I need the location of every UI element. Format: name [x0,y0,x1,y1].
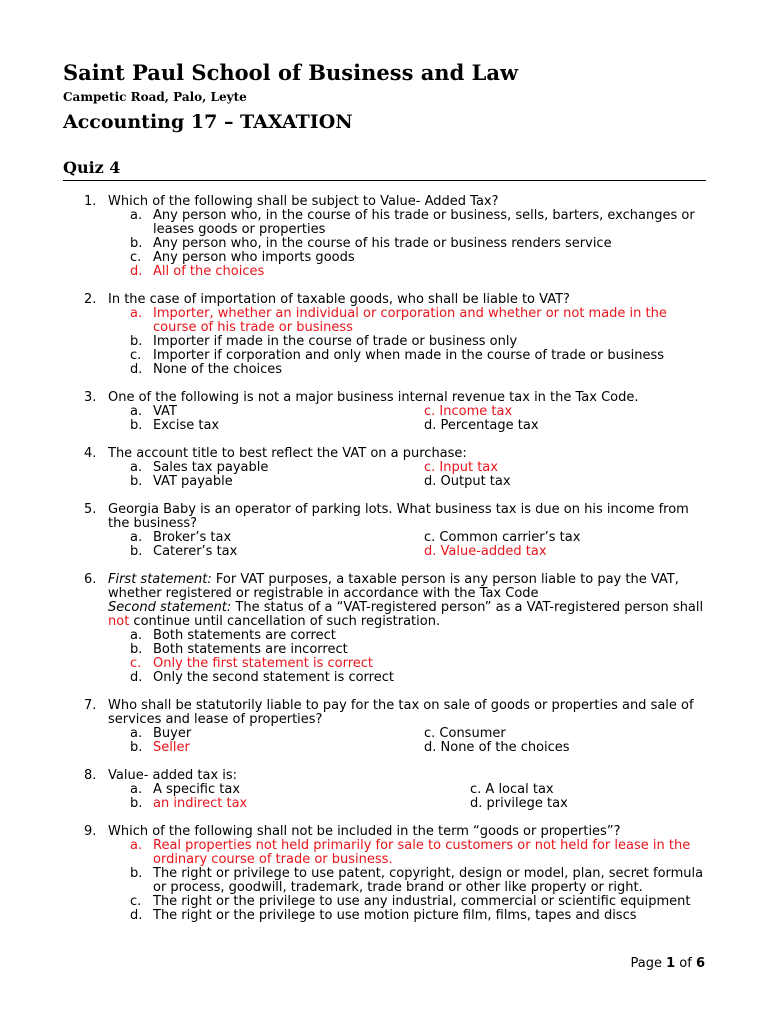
option-d-answer [424,545,547,559]
option-label: b. [130,474,143,489]
option-a-answer [130,839,710,867]
option-row [0,741,768,755]
question-text: One of the following is not a major business internal revenue tax in the Tax Code. [108,390,639,405]
option-d-answer [130,265,710,279]
option-c [470,783,554,797]
question-number: 6. [84,572,97,587]
option-row [0,783,768,797]
option-text: Importer, whether an individual or corporation and whether or not made in the course of his trade or business [153,306,667,335]
option-text: c. A local tax [470,782,554,797]
option-text: Any person who, in the course of his trade or business, sells, barters, exchanges or leases goods or properties [153,208,695,237]
option-row [0,419,768,433]
option-text: Any person who imports goods [153,250,355,265]
question-text: Georgia Baby is an operator of parking lots. What business tax is due on his income from the business? [108,502,689,531]
option-c [130,349,710,363]
option-text: Broker’s tax [153,530,232,545]
option-label: c. [130,894,142,909]
course-title: Accounting 17 – TAXATION [63,111,353,133]
option-row [0,545,768,559]
option-label: b. [130,418,143,433]
school-address: Campetic Road, Palo, Leyte [63,90,247,104]
option-label: d. [130,362,143,377]
option-text: d. Value-added tax [424,544,547,559]
of-word: of [675,956,696,971]
option-d [424,741,570,755]
option-row [0,727,768,741]
option-c [424,727,506,741]
option-text: None of the choices [153,362,283,377]
first-statement-text: For VAT purposes, a taxable person is any person liable to pay the VAT, whether registered or registrable in accordance with the Tax Code [108,572,679,601]
option-text: Importer if corporation and only when made in the course of trade or business [153,348,664,363]
option-text: Any person who, in the course of his trade or business renders service [153,236,612,251]
option-a [130,209,710,237]
option-row [0,797,768,811]
option-c [424,531,580,545]
option-label: b. [130,334,143,349]
option-label: a. [130,404,143,419]
option-b [130,867,710,895]
option-label: a. [130,460,143,475]
option-label: c. [130,348,142,363]
question-number: 5. [84,502,97,517]
question-text: Which of the following shall be subject to Value- Added Tax? [108,194,499,209]
quiz-questions [0,195,768,937]
option-b [130,237,710,251]
option-text: Buyer [153,726,192,741]
option-text: Real properties not held primarily for sale to customers or not held for lease in the ordinary course of trade or business. [153,838,691,867]
question-text: The account title to best reflect the VAT on a purchase: [108,446,467,461]
option-label: d. [130,670,143,685]
question-number: 9. [84,824,97,839]
first-statement-label: First statement: [108,572,212,587]
question-number: 4. [84,446,97,461]
option-b [130,643,710,657]
question-text: Who shall be statutorily liable to pay for the tax on sale of goods or properties and sale of services and lease of properties? [108,698,694,727]
question-number: 1. [84,194,97,209]
option-label: a. [130,838,143,853]
question-number: 7. [84,698,97,713]
option-text: c. Input tax [424,460,498,475]
option-text: VAT payable [153,474,233,489]
question-text: In the case of importation of taxable goods, who shall be liable to VAT? [108,292,570,307]
question-9 [0,825,768,923]
question-2 [0,293,768,377]
option-label: b. [130,740,143,755]
second-statement-not: not [108,614,130,629]
option-b [130,335,710,349]
option-label: c. [130,656,142,671]
option-label: a. [130,530,143,545]
option-label: a. [130,726,143,741]
option-text: d. Percentage tax [424,418,539,433]
option-text: an indirect tax [153,796,248,811]
option-row [0,475,768,489]
option-text: Seller [153,740,190,755]
option-text: d. privilege tax [470,796,568,811]
current-page: 1 [666,956,676,971]
school-name: Saint Paul School of Business and Law [63,60,519,85]
option-label: b. [130,866,143,881]
option-row [0,405,768,419]
option-label: b. [130,642,143,657]
option-text: Only the second statement is correct [153,670,394,685]
question-text-second [108,601,708,629]
option-label: b. [130,796,143,811]
option-label: b. [130,544,143,559]
second-statement-label: Second statement: [108,600,232,615]
option-d [130,909,710,923]
option-row [0,461,768,475]
option-text: A specific tax [153,782,241,797]
page-word: Page [630,956,667,971]
option-text: d. None of the choices [424,740,570,755]
question-text: Which of the following shall not be included in the term “goods or properties”? [108,824,621,839]
header-rule [63,180,706,181]
option-c-answer [424,461,498,475]
question-number: 8. [84,768,97,783]
option-label: a. [130,628,143,643]
option-label: b. [130,236,143,251]
option-c [130,251,710,265]
option-text: c. Income tax [424,404,513,419]
quiz-title: Quiz 4 [63,158,121,177]
option-label: a. [130,306,143,321]
question-4 [0,447,768,489]
option-text: Sales tax payable [153,460,269,475]
option-a-answer [130,307,710,335]
option-text: Caterer’s tax [153,544,238,559]
option-d [424,419,539,433]
question-number: 3. [84,390,97,405]
option-text: c. Consumer [424,726,506,741]
option-text: Importer if made in the course of trade or business only [153,334,518,349]
option-d [130,671,710,685]
question-6 [0,573,768,685]
option-label: a. [130,782,143,797]
second-statement-text-end: continue until cancellation of such registration. [129,614,441,629]
option-d [424,475,511,489]
option-label: d. [130,264,143,279]
question-text: Value- added tax is: [108,768,238,783]
page-number [631,956,706,971]
option-text: Excise tax [153,418,220,433]
option-text: Both statements are incorrect [153,642,348,657]
question-8 [0,769,768,811]
option-label: d. [130,908,143,923]
option-label: a. [130,208,143,223]
option-text: d. Output tax [424,474,511,489]
option-text: VAT [153,404,177,419]
option-row [0,531,768,545]
option-text: The right or the privilege to use any industrial, commercial or scientific equipment [153,894,691,909]
option-text: Both statements are correct [153,628,336,643]
option-c [130,895,710,909]
question-number: 2. [84,292,97,307]
question-text [108,573,708,601]
option-text: c. Common carrier’s tax [424,530,581,545]
total-pages: 6 [695,956,705,971]
option-c-answer [130,657,710,671]
option-text: Only the first statement is correct [153,656,374,671]
option-d [130,363,710,377]
question-7 [0,699,768,755]
question-5 [0,503,768,559]
option-label: c. [130,250,142,265]
question-3 [0,391,768,433]
second-statement-text: The status of a “VAT-registered person” as a VAT-registered person shall [231,600,704,615]
option-c-answer [424,405,512,419]
option-d [470,797,568,811]
option-text: The right or the privilege to use motion picture film, films, tapes and discs [153,908,637,923]
option-a [130,629,710,643]
question-1 [0,195,768,279]
option-text: The right or privilege to use patent, copyright, design or model, plan, secret formula or process, goodwill, trademark, trade brand or other like property or right. [153,866,704,895]
option-text: All of the choices [153,264,265,279]
